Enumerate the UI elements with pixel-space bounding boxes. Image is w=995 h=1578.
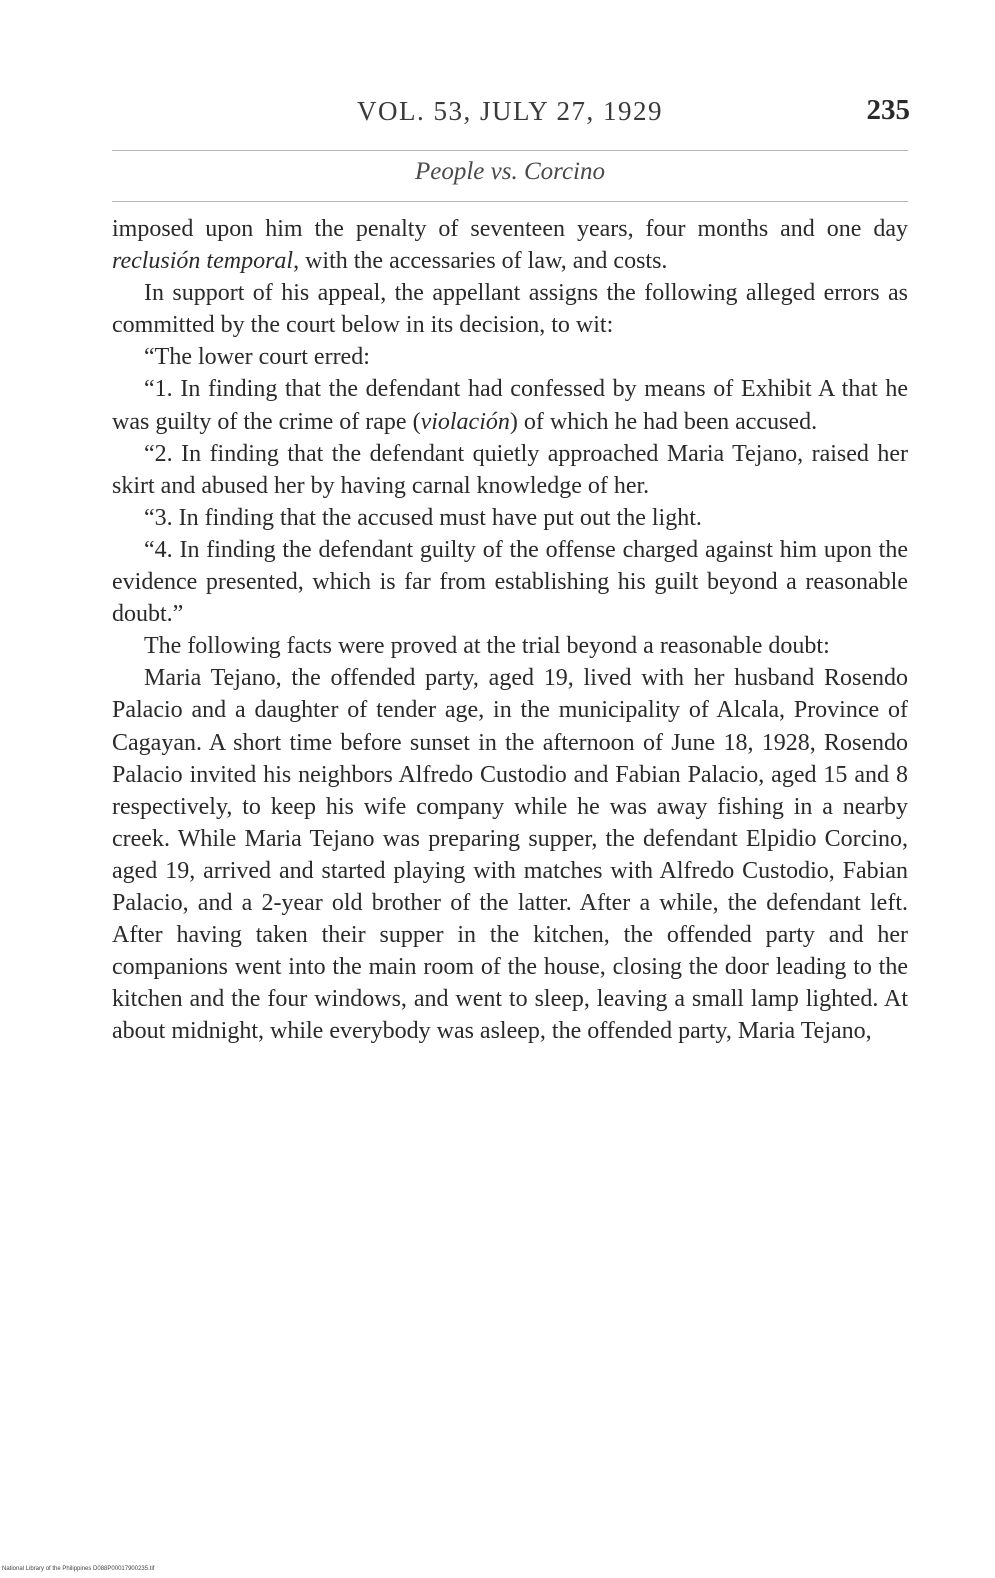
paragraph-facts-intro: The following facts were proved at the trial beyond a reasonable doubt: <box>144 633 830 660</box>
title-rule <box>112 201 908 202</box>
scan-source-note: National Library of the Philippines D088P00017900235.tif <box>2 1566 155 1572</box>
running-head: VOL. 53, JULY 27, 1929 <box>356 96 664 126</box>
page-number: 235 <box>866 94 910 126</box>
italic-term: reclusión temporal <box>112 248 294 275</box>
paragraph-error-4: “4. In finding the defendant guilty of the offense charged against him upon the evidence presented, which is far from establishing his guilt beyond a reasonable doubt.” <box>112 536 908 628</box>
italic-term: violación <box>420 408 510 435</box>
paragraph-facts: Maria Tejano, the offended party, aged 19, lived with her husband Rosendo Palacio and a daughter of tender age, in the municipality of Alcala, Province of Cagayan. A short time before sunset in the afternoon of June 18, 1928, Rosendo Palacio invited his neighbors Alfredo Custodio and Fabian Palacio, aged 15 and 8 respectively, to keep his wife company while he was away fishing in a nearby creek. While Maria Tejano was preparing supper, the defendant Elpidio Corcino, aged 19, arrived and started playing with matches with Alfredo Custodio, Fabian Palacio, and a 2-year old brother of the latter. After a while, the defendant left. After having taken their supper in the kitchen, the offended party and her companions went into the main room of the house, closing the door leading to the kitchen and the four windows, and went to sleep, leaving a small lamp lighted. At about midnight, while everybody was asleep, the offended party, Maria Tejano, <box>112 665 908 1045</box>
paragraph-error-1 <box>112 373 908 437</box>
paragraph-text: ) of which he had been accused. <box>509 408 818 435</box>
paragraph-error-3: “3. In finding that the accused must have put out the light. <box>144 504 702 531</box>
paragraph-text: imposed upon him the penalty of seventeen years, four months and one day <box>112 216 908 242</box>
page-header <box>110 96 910 146</box>
paragraph-text: “1. In finding that the defendant had confessed by means of Exhibit A that he was guilty of the crime of rape ( <box>112 376 908 435</box>
body-text <box>112 213 908 1047</box>
paragraph-penalty <box>112 213 908 277</box>
paragraph-text: , with the accessaries of law, and costs. <box>293 248 668 275</box>
paragraph-appeal: In support of his appeal, the appellant assigns the following alleged errors as committed by the court below in its decision, to wit: <box>112 280 908 339</box>
case-title: People vs. Corcino <box>414 158 605 185</box>
paragraph-error-2: “2. In finding that the defendant quietly approached Maria Tejano, raised her skirt and abused her by having carnal knowledge of her. <box>112 440 908 499</box>
header-rule <box>112 150 908 151</box>
paragraph-errors-intro: “The lower court erred: <box>144 344 370 371</box>
